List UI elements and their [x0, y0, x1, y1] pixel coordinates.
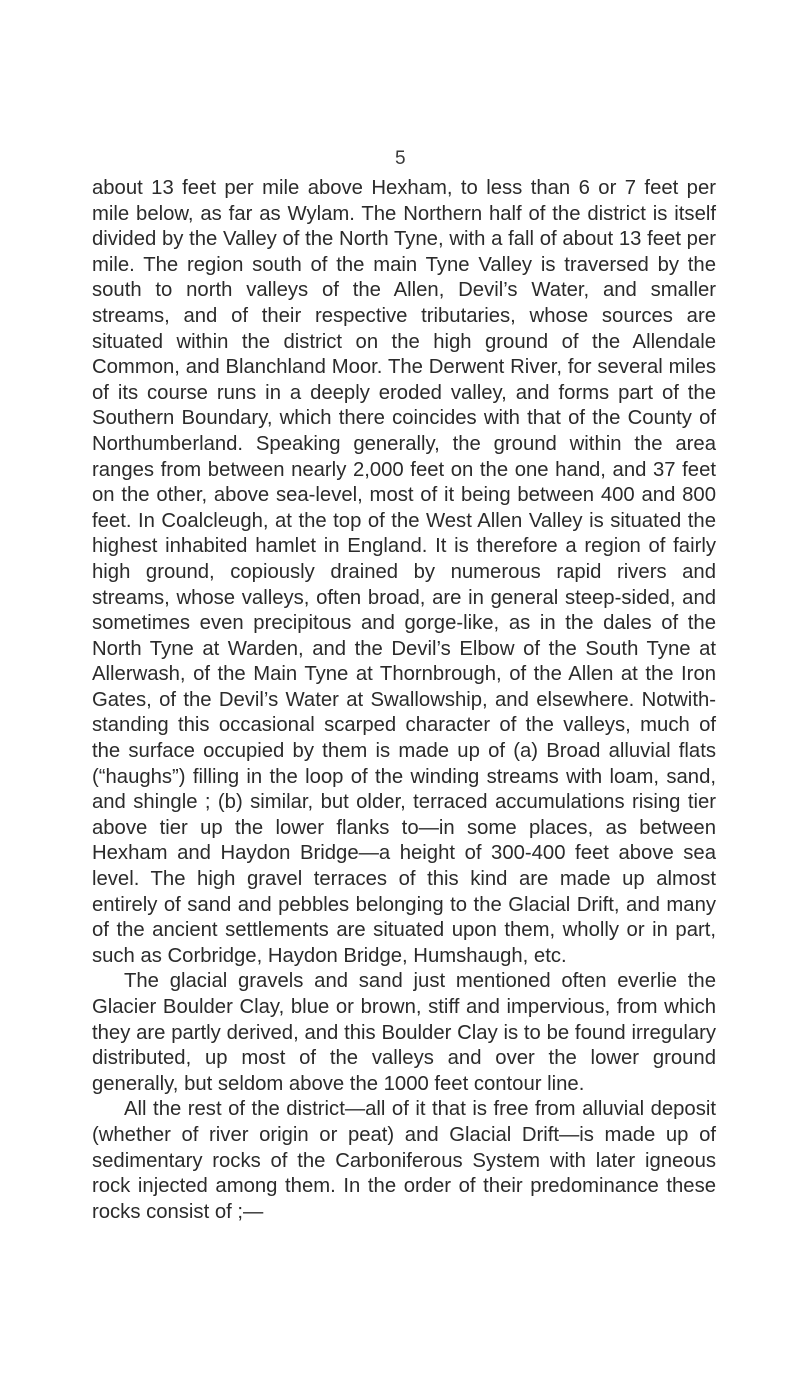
paragraph-sedimentary-rocks: All the rest of the district—all of it that is free from alluvial deposit (whether of river origin or peat) and Glacial Drift—is made up of sedimentary rocks of the Carboniferous System with later igneous rock injected among them. In the order of their predominance these rocks consist of ;— [92, 1098, 716, 1223]
paragraph-valleys: about 13 feet per mile above Hexham, to less than 6 or 7 feet per mile below, as far as Wylam. The Northern half of the district is itself divided by the Valley of the North Tyne, with a fall of about 13 feet per mile. The region south of the main Tyne Valley is traversed by the south to north valleys of the Allen, Devil’s Water, and smaller streams, and of their respective tributaries, whose sources are situated within the district on the high ground of the Allendale Common, and Blanchland Moor. The Derwent River, for several miles of its course runs in a deeply eroded valley, and forms part of the Southern Boundary, which there coincides with that of the County of Northumberland. Speaking generally, the ground within the area ranges from between nearly 2,000 feet on the one hand, and 37 feet on the other, above sea-level, most of it being between 400 and 800 feet. In Coalcleugh, at the top of the West Allen Valley is situated the highest inhabited hamlet in England. It is therefore a region of fairly high ground, copiously drained by numerous rapid rivers and streams, whose valleys, often broad, are in general steep-sided, and sometimes even precipitous and gorge-like, as in the dales of the North Tyne at Warden, and the Devil’s Elbow of the South Tyne at Allerwash, of the Main Tyne at Thornbrough, of the Allen at the Iron Gates, of the Devil’s Water at Swallowship, and elsewhere. Notwithstanding this occasional scarped character of the valleys, much of the surface occupied by them is made up of (a) Broad alluvial flats (“haughs”) filling in the loop of the winding streams with loam, sand, and shingle ; (b) similar, but older, terraced accumulations rising tier above tier up the lower flanks to—in some places, as between Hexham and Haydon Bridge—a height of 300-400 feet above sea level. The high gravel terraces of this kind are made up almost entirely of sand and pebbles belonging to the Glacial Drift, and many of the ancient settlements are situated upon them, wholly or in part, such as Corbridge, Haydon Bridge, Humshaugh, etc. [92, 177, 716, 967]
paragraph-glacial-gravels: The glacial gravels and sand just mentioned often everlie the Glacier Boulder Clay, blue or brown, stiff and impervious, from which they are partly derived, and this Boulder Clay is to be found irregulary distributed, up most of the valleys and over the lower ground generally, but seldom above the 1000 feet contour line. [92, 970, 716, 1095]
page-number: 5 [394, 148, 407, 169]
body-text [92, 176, 716, 1225]
